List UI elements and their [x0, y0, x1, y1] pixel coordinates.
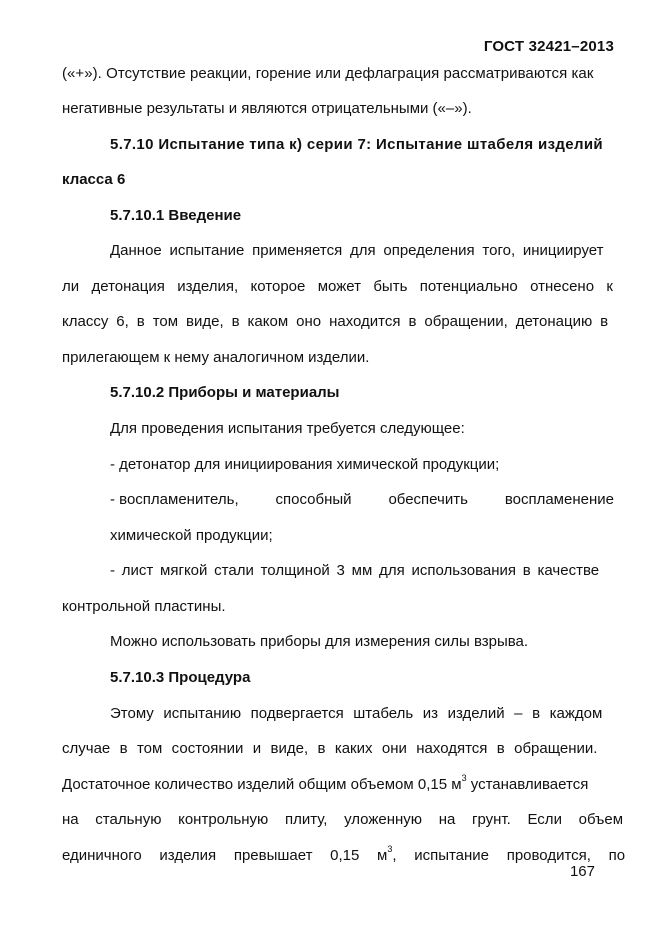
superscript: 3 — [461, 773, 467, 783]
text-line — [62, 844, 626, 865]
subsection-heading: 5.7.10.1 Введение — [110, 207, 242, 224]
page-number: 167 — [569, 863, 595, 880]
text: , испытание проводится, по — [392, 847, 626, 864]
text-line — [62, 65, 614, 83]
word: способный — [275, 491, 352, 508]
standard-header: ГОСТ 32421–2013 — [483, 38, 614, 55]
list-item-cont: химической продукции; — [110, 527, 273, 544]
superscript: 3 — [387, 844, 393, 854]
text: единичного изделия превышает 0,15 м — [62, 847, 388, 864]
word: - воспламенитель, — [110, 491, 239, 508]
list-item-cont: контрольной пластины. — [62, 598, 226, 615]
text-line: Можно использовать приборы для измерения силы взрыва. — [110, 633, 529, 650]
text: («+»). Отсутствие реакции, горение или дефлаграция рассматриваются как — [62, 65, 594, 82]
text-line — [62, 773, 589, 794]
word: обеспечить — [388, 491, 468, 508]
list-item — [110, 491, 614, 509]
word: воспламенение — [504, 491, 614, 508]
subsection-heading: 5.7.10.3 Процедура — [110, 669, 251, 686]
text-line: случае в том состоянии и виде, в каких они находятся в обращении. — [62, 740, 598, 757]
section-heading: 5.7.10 Испытание типа к) серии 7: Испытание штабеля изделий — [110, 136, 603, 153]
text-line: прилегающем к нему аналогичном изделии. — [62, 349, 370, 366]
text-line: Данное испытание применяется для определения того, инициирует — [110, 242, 604, 259]
subsection-heading: 5.7.10.2 Приборы и материалы — [110, 384, 340, 401]
text-line: негативные результаты и являются отрицательными («–»). — [62, 100, 472, 117]
text-line: классу 6, в том виде, в каком оно находится в обращении, детонацию в — [62, 313, 609, 330]
text-line: на стальную контрольную плиту, уложенную на грунт. Если объем — [62, 811, 624, 828]
section-heading-cont: класса 6 — [62, 171, 126, 188]
text-line: Этому испытанию подвергается штабель из изделий – в каждом — [110, 705, 603, 722]
text: устанавливается — [466, 776, 589, 793]
text: Достаточное количество изделий общим объемом 0,15 м — [62, 776, 462, 793]
list-item: - лист мягкой стали толщиной 3 мм для использования в качестве — [110, 562, 600, 579]
text-line: ли детонация изделия, которое может быть потенциально отнесено к — [62, 278, 613, 295]
list-item: - детонатор для инициирования химической продукции; — [110, 456, 500, 473]
text-line: Для проведения испытания требуется следующее: — [110, 420, 465, 437]
